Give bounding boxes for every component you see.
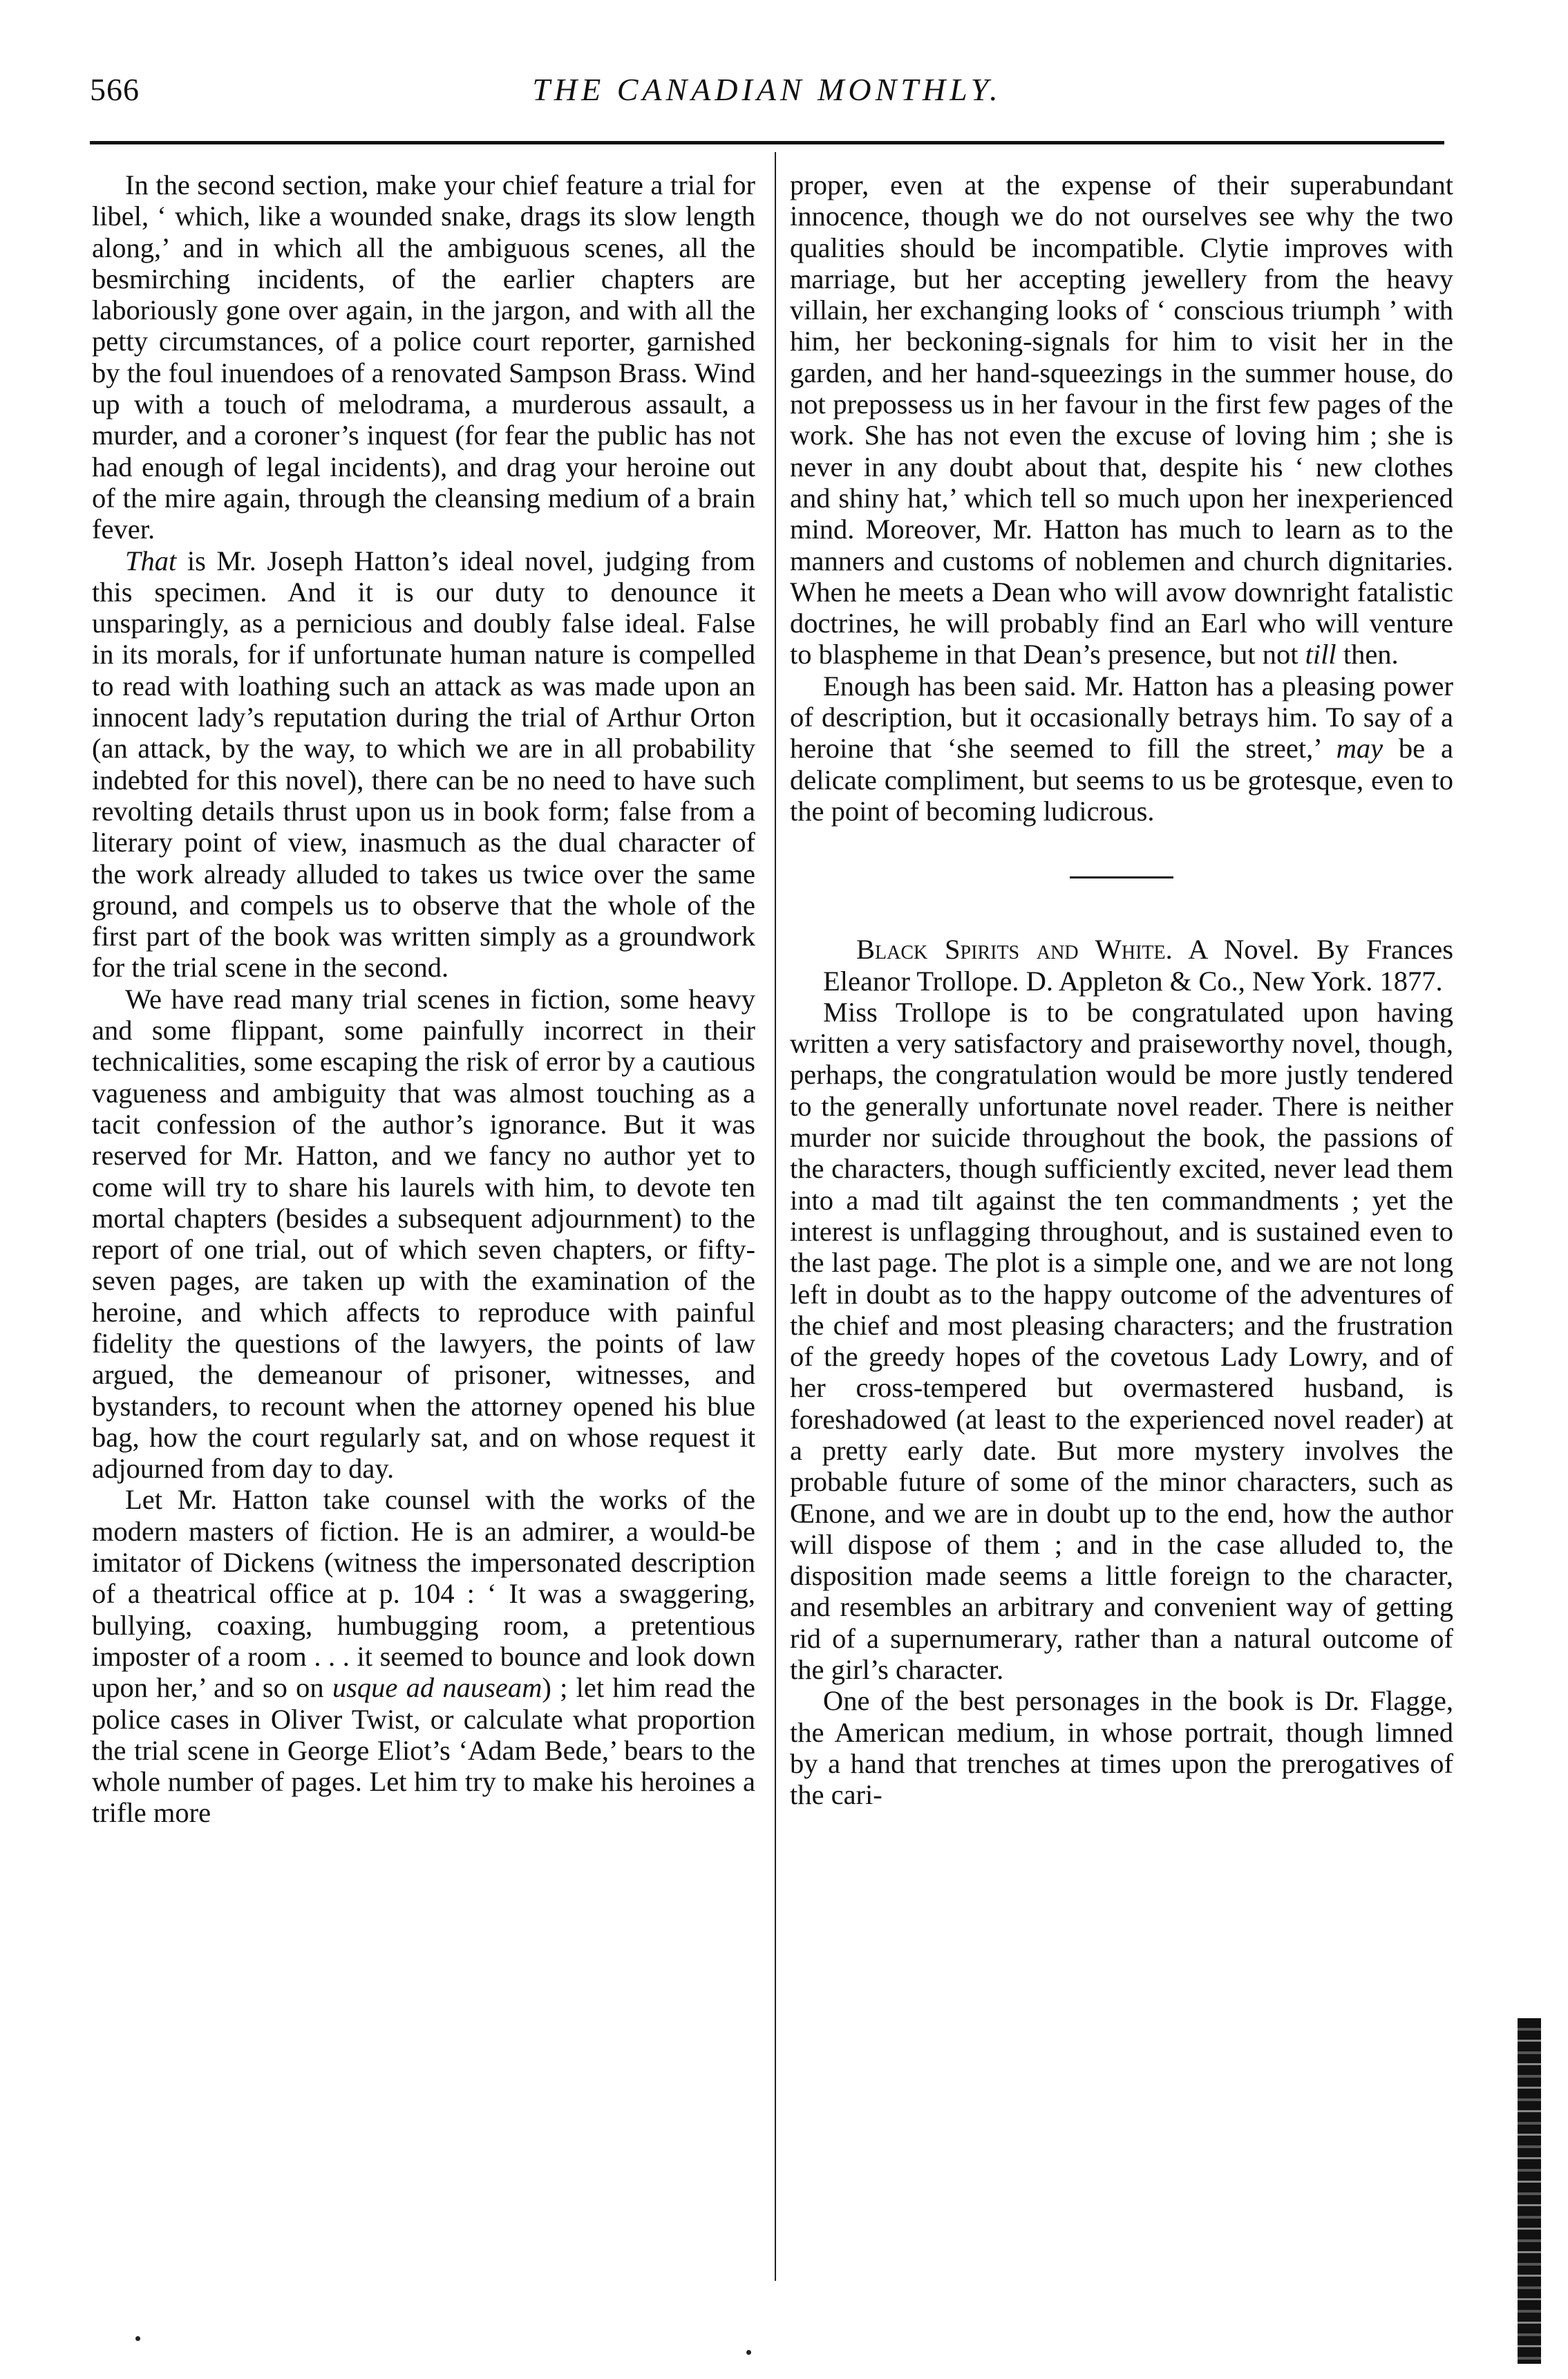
paragraph-text: proper, even at the expense of their superabundant innocence, though we do not ourselves see why the two qualities should be incompatible. Clytie improves with marriage, but her accepting jewellery from the heavy villain, her exchanging looks of ‘ conscious triumph ’ with him, her beckoning-signals for him to visit her in the garden, and her hand-squeezings in the summer house, do not prepossess us in her favour in the first few pages of the work. She has not even the excuse of loving him ; she is never in any doubt about that, despite his ‘ new clothes and shiny hat,’ which tell so much upon her inexperienced mind. Moreover, Mr. Hatton has much to learn as to the manners and customs of noblemen and church dignitaries. When he meets a Dean who will avow downright fatalistic doctrines, he will probably find an Earl who will venture to blaspheme in that Dean’s presence, but not (790, 169, 1453, 670)
emphasis: That (125, 545, 177, 576)
paragraph-text: then. (1336, 639, 1399, 670)
header-rule (90, 141, 1444, 144)
emphasis: till (1305, 639, 1336, 670)
paragraph (790, 169, 1453, 670)
scan-edge-strip (1518, 2018, 1541, 2364)
paragraph-text: be a delicate compliment, but seems to us be grotesque, even to the point of becoming ludicrous. (790, 733, 1454, 827)
print-speck (135, 2336, 140, 2341)
paragraph: One of the best personages in the book is Dr. Flagge, the American medium, in whose portrait, though limned by a hand that trenches at times upon the prerogatives of the cari- (790, 1685, 1453, 1811)
paragraph (92, 1484, 755, 1828)
section-separator (1070, 876, 1173, 878)
running-title: THE CANADIAN MONTHLY. (532, 72, 1002, 107)
paragraph-text: Let Mr. Hatton take counsel with the works of the modern masters of fiction. He is an admirer, a would-be imitator of Dickens (witness the impersonated description of a theatrical office at p. 104 : ‘ It was a swaggering, bullying, coaxing, humbugging room, a pretentious imposter of a room . . . it seemed to bounce and look down upon her,’ and so on (92, 1484, 755, 1704)
paragraph (92, 545, 755, 984)
book-heading (790, 934, 1453, 997)
emphasis: may (1336, 733, 1383, 764)
paragraph: We have read many trial scenes in fiction, some heavy and some flippant, some painfully incorrect in their technicalities, some escaping the risk of error by a cautious vagueness and ambiguity that was almost touching as a tacit confession of the author’s ignorance. But it was reserved for Mr. Hatton, and we fancy no author yet to come will try to share his laurels with him, to devote ten mortal chapters (besides a subsequent adjournment) to the report of one trial, out of which seven chapters, or fifty-seven pages, are taken up with the examination of the heroine, and which affects to reproduce with painful fidelity the questions of the lawyers, the points of law argued, the demeanour of prisoner, witnesses, and bystanders, to recount when the attorney opened his blue bag, how the court regularly sat, and on whose request it adjourned from day to day. (92, 983, 755, 1485)
paragraph: In the second section, make your chief feature a trial for libel, ‘ which, like a wounded snake, drags its slow length along,’ and in which all the ambiguous scenes, all the besmirching incidents, of the earlier chapters are laboriously gone over again, in the jargon, and with all the petty circumstances, of a police court reporter, garnished by the foul inuendoes of a renovated Sampson Brass. Wind up with a touch of melodrama, a murderous assault, a murder, and a coroner’s inquest (for fear the public has not had enough of legal incidents), and drag your heroine out of the mire again, through the cleansing medium of a brain fever. (92, 169, 755, 545)
page-header (90, 66, 1444, 142)
book-title: Black Spirits and White. (856, 934, 1173, 966)
paragraph (790, 670, 1453, 827)
paragraph-text: ) ; let him read the police cases in Oliver Twist, or calculate what proportion the trial scene in George Eliot’s ‘Adam Bede,’ bears to the whole number of pages. Let him try to make his heroines a trifle more (92, 1672, 756, 1829)
print-speck (746, 2350, 751, 2355)
emphasis: usque ad nauseam (332, 1672, 542, 1704)
page-number: 566 (90, 72, 140, 107)
paragraph: Miss Trollope is to be congratulated upon having written a very satisfactory and praiseworthy novel, though, perhaps, the congratulation would be more justly tendered to the generally unfortunate novel reader. There is neither murder nor suicide throughout the book, the passions of the characters, though sufficiently excited, never lead them into a mad tilt against the ten commandments ; yet the interest is unflagging throughout, and is sustained even to the last page. The plot is a simple one, and we are not long left in doubt as to the happy outcome of the adventures of the chief and most pleasing characters; and the frustration of the greedy hopes of the covetous Lady Lowry, and of her cross-tempered but overmastered husband, is foreshadowed (at least to the experienced novel reader) at a pretty early date. But more mystery involves the probable future of some of the minor characters, such as Œnone, and we are in doubt up to the end, how the author will dispose of them ; and in the case alluded to, the disposition made seems a little foreign to the character, and resembles an arbitrary and convenient way of getting rid of a supernumerary, rather than a natural outcome of the girl’s character. (790, 996, 1453, 1686)
paragraph-text: is Mr. Joseph Hatton’s ideal novel, judging from this specimen. And it is our duty to denounce it unsparingly, as a pernicious and doubly false ideal. False in its morals, for if unfortunate human nature is compelled to read with loathing such an attack as was made upon an innocent lady’s reputation during the trial of Arthur Orton (an attack, by the way, to which we are in all probability indebted for this novel), there can be no need to have such revolting details thrust upon us in book form; false from a literary point of view, inasmuch as the dual character of the work already alluded to takes us twice over the same ground, and compels us to observe that the whole of the first part of the book was written simply as a groundwork for the trial scene in the second. (92, 545, 755, 984)
right-column (790, 169, 1453, 1811)
book-details: A Novel. By Frances Eleanor Trollope. D. Appleton & Co., New York. 1877. (823, 934, 1453, 997)
column-divider (775, 152, 776, 2281)
left-column (92, 169, 755, 1829)
paragraph-text: Enough has been said. Mr. Hatton has a pleasing power of description, but it occasionally betrays him. To say of a heroine that ‘she seemed to fill the street,’ (790, 670, 1453, 764)
